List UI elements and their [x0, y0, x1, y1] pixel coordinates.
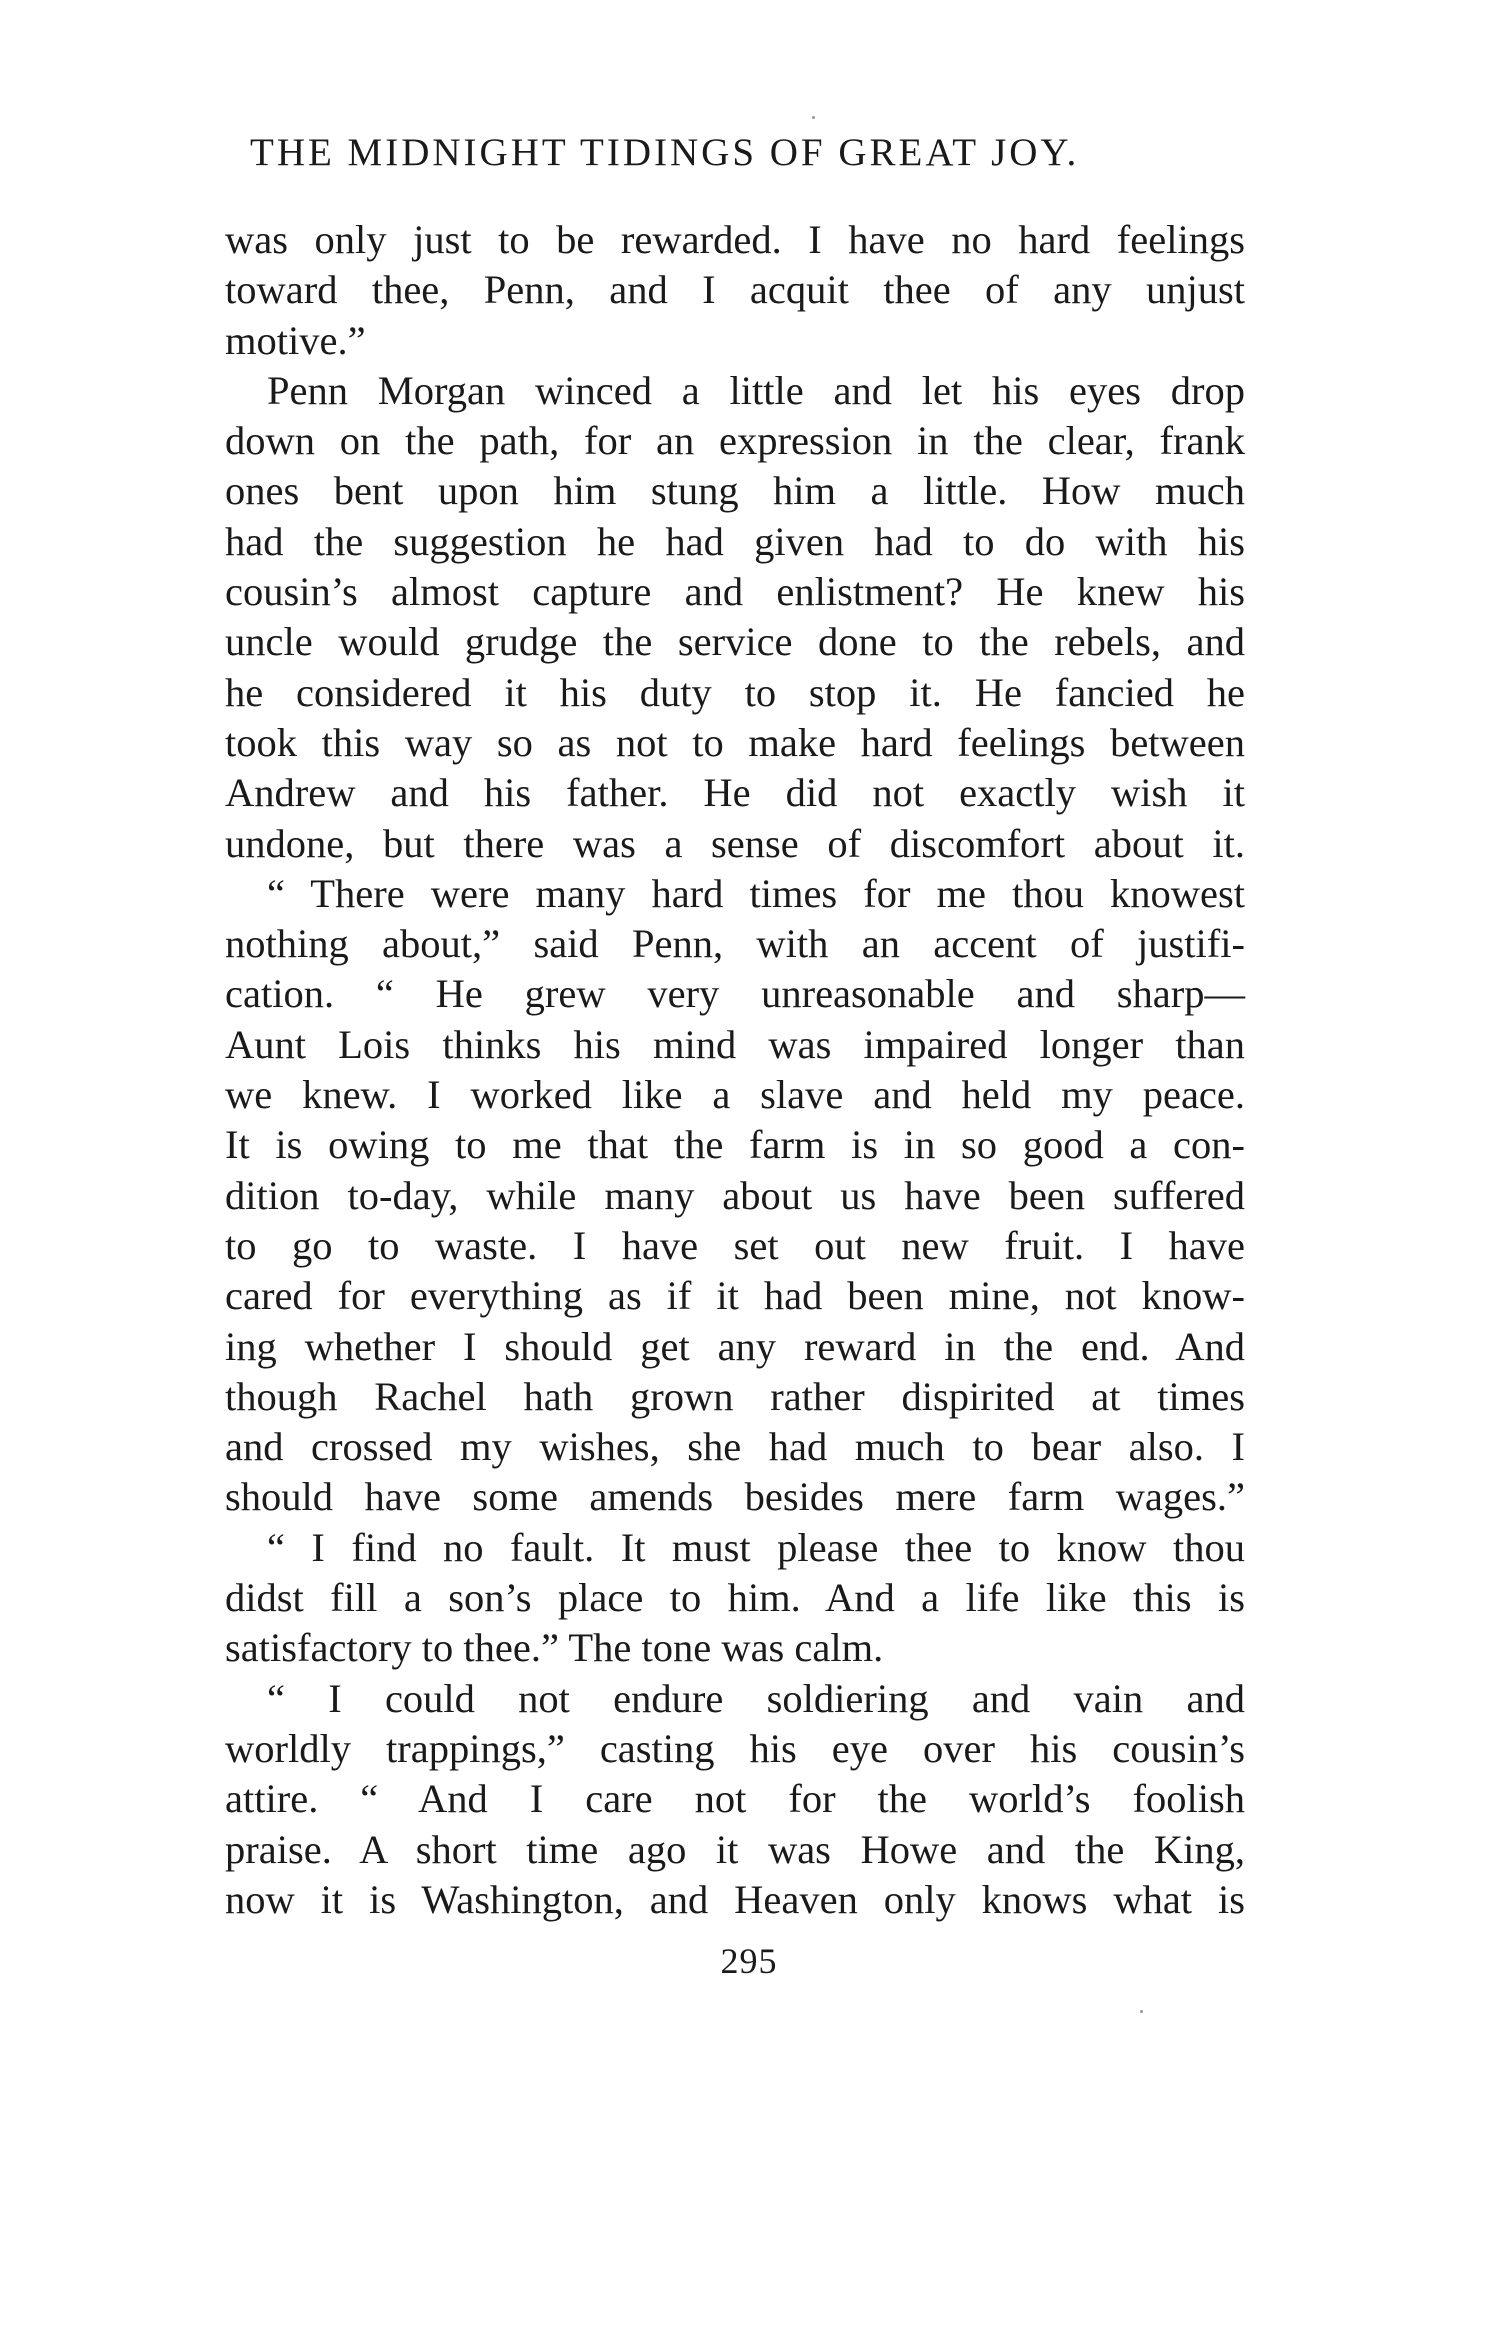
running-head: THE MIDNIGHT TIDINGS OF GREAT JOY.	[250, 131, 1080, 174]
text-line: toward thee, Penn, and I acquit thee of any unjust	[225, 267, 1245, 313]
text-line: ones bent upon him stung him a little. How much	[225, 468, 1245, 514]
text-line: took this way so as not to make hard feelings between	[225, 719, 1245, 765]
paper-speck	[812, 116, 815, 119]
text-line: “ There were many hard times for me thou knowest	[267, 870, 1245, 916]
text-line: Andrew and his father. He did not exactly wish it	[225, 770, 1245, 816]
text-line: praise. A short time ago it was Howe and the King,	[225, 1826, 1245, 1872]
text-line: nothing about,” said Penn, with an accent of justifi-	[225, 921, 1245, 967]
text-line: satisfactory to thee.” The tone was calm.	[225, 1625, 884, 1671]
text-line: was only just to be rewarded. I have no hard feelings	[225, 217, 1245, 262]
text-line: undone, but there was a sense of discomfort about it.	[225, 820, 1245, 866]
text-line: Penn Morgan winced a little and let his eyes drop	[267, 367, 1245, 413]
text-line: “ I could not endure soldiering and vain and	[267, 1675, 1245, 1721]
page-number: 295	[720, 1941, 778, 1981]
text-line: to go to waste. I have set out new fruit. I have	[225, 1222, 1245, 1268]
body-text	[225, 215, 1245, 1925]
text-line: had the suggestion he had given had to do with his	[225, 518, 1245, 564]
text-line: now it is Washington, and Heaven only knows what is	[225, 1876, 1245, 1922]
text-line: ing whether I should get any reward in the end. And	[225, 1323, 1245, 1369]
text-line: he considered it his duty to stop it. He fancied he	[225, 669, 1245, 715]
text-line: should have some amends besides mere farm wages.”	[225, 1474, 1245, 1520]
text-line: didst fill a son’s place to him. And a life like this is	[225, 1575, 1245, 1621]
paper-speck	[1140, 2010, 1143, 2013]
text-line: It is owing to me that the farm is in so good a con-	[225, 1122, 1245, 1168]
text-line: cation. “ He grew very unreasonable and sharp—	[225, 971, 1245, 1017]
text-line: “ I find no fault. It must please thee to know thou	[267, 1524, 1245, 1570]
text-line: dition to-day, while many about us have been suffered	[225, 1172, 1245, 1218]
text-line: cousin’s almost capture and enlistment? He knew his	[225, 569, 1245, 615]
text-line: worldly trappings,” casting his eye over his cousin’s	[225, 1725, 1245, 1771]
text-line: uncle would grudge the service done to the rebels, and	[225, 619, 1245, 665]
text-line: down on the path, for an expression in the clear, frank	[225, 418, 1245, 464]
text-line: and crossed my wishes, she had much to bear also. I	[225, 1424, 1245, 1470]
text-line: motive.”	[225, 317, 366, 363]
text-line: Aunt Lois thinks his mind was impaired longer than	[225, 1021, 1245, 1067]
text-line: attire. “ And I care not for the world’s foolish	[225, 1776, 1245, 1822]
text-line: we knew. I worked like a slave and held my peace.	[225, 1072, 1245, 1118]
text-line: cared for everything as if it had been mine, not know-	[225, 1273, 1245, 1319]
text-line: though Rachel hath grown rather dispirited at times	[225, 1373, 1245, 1419]
